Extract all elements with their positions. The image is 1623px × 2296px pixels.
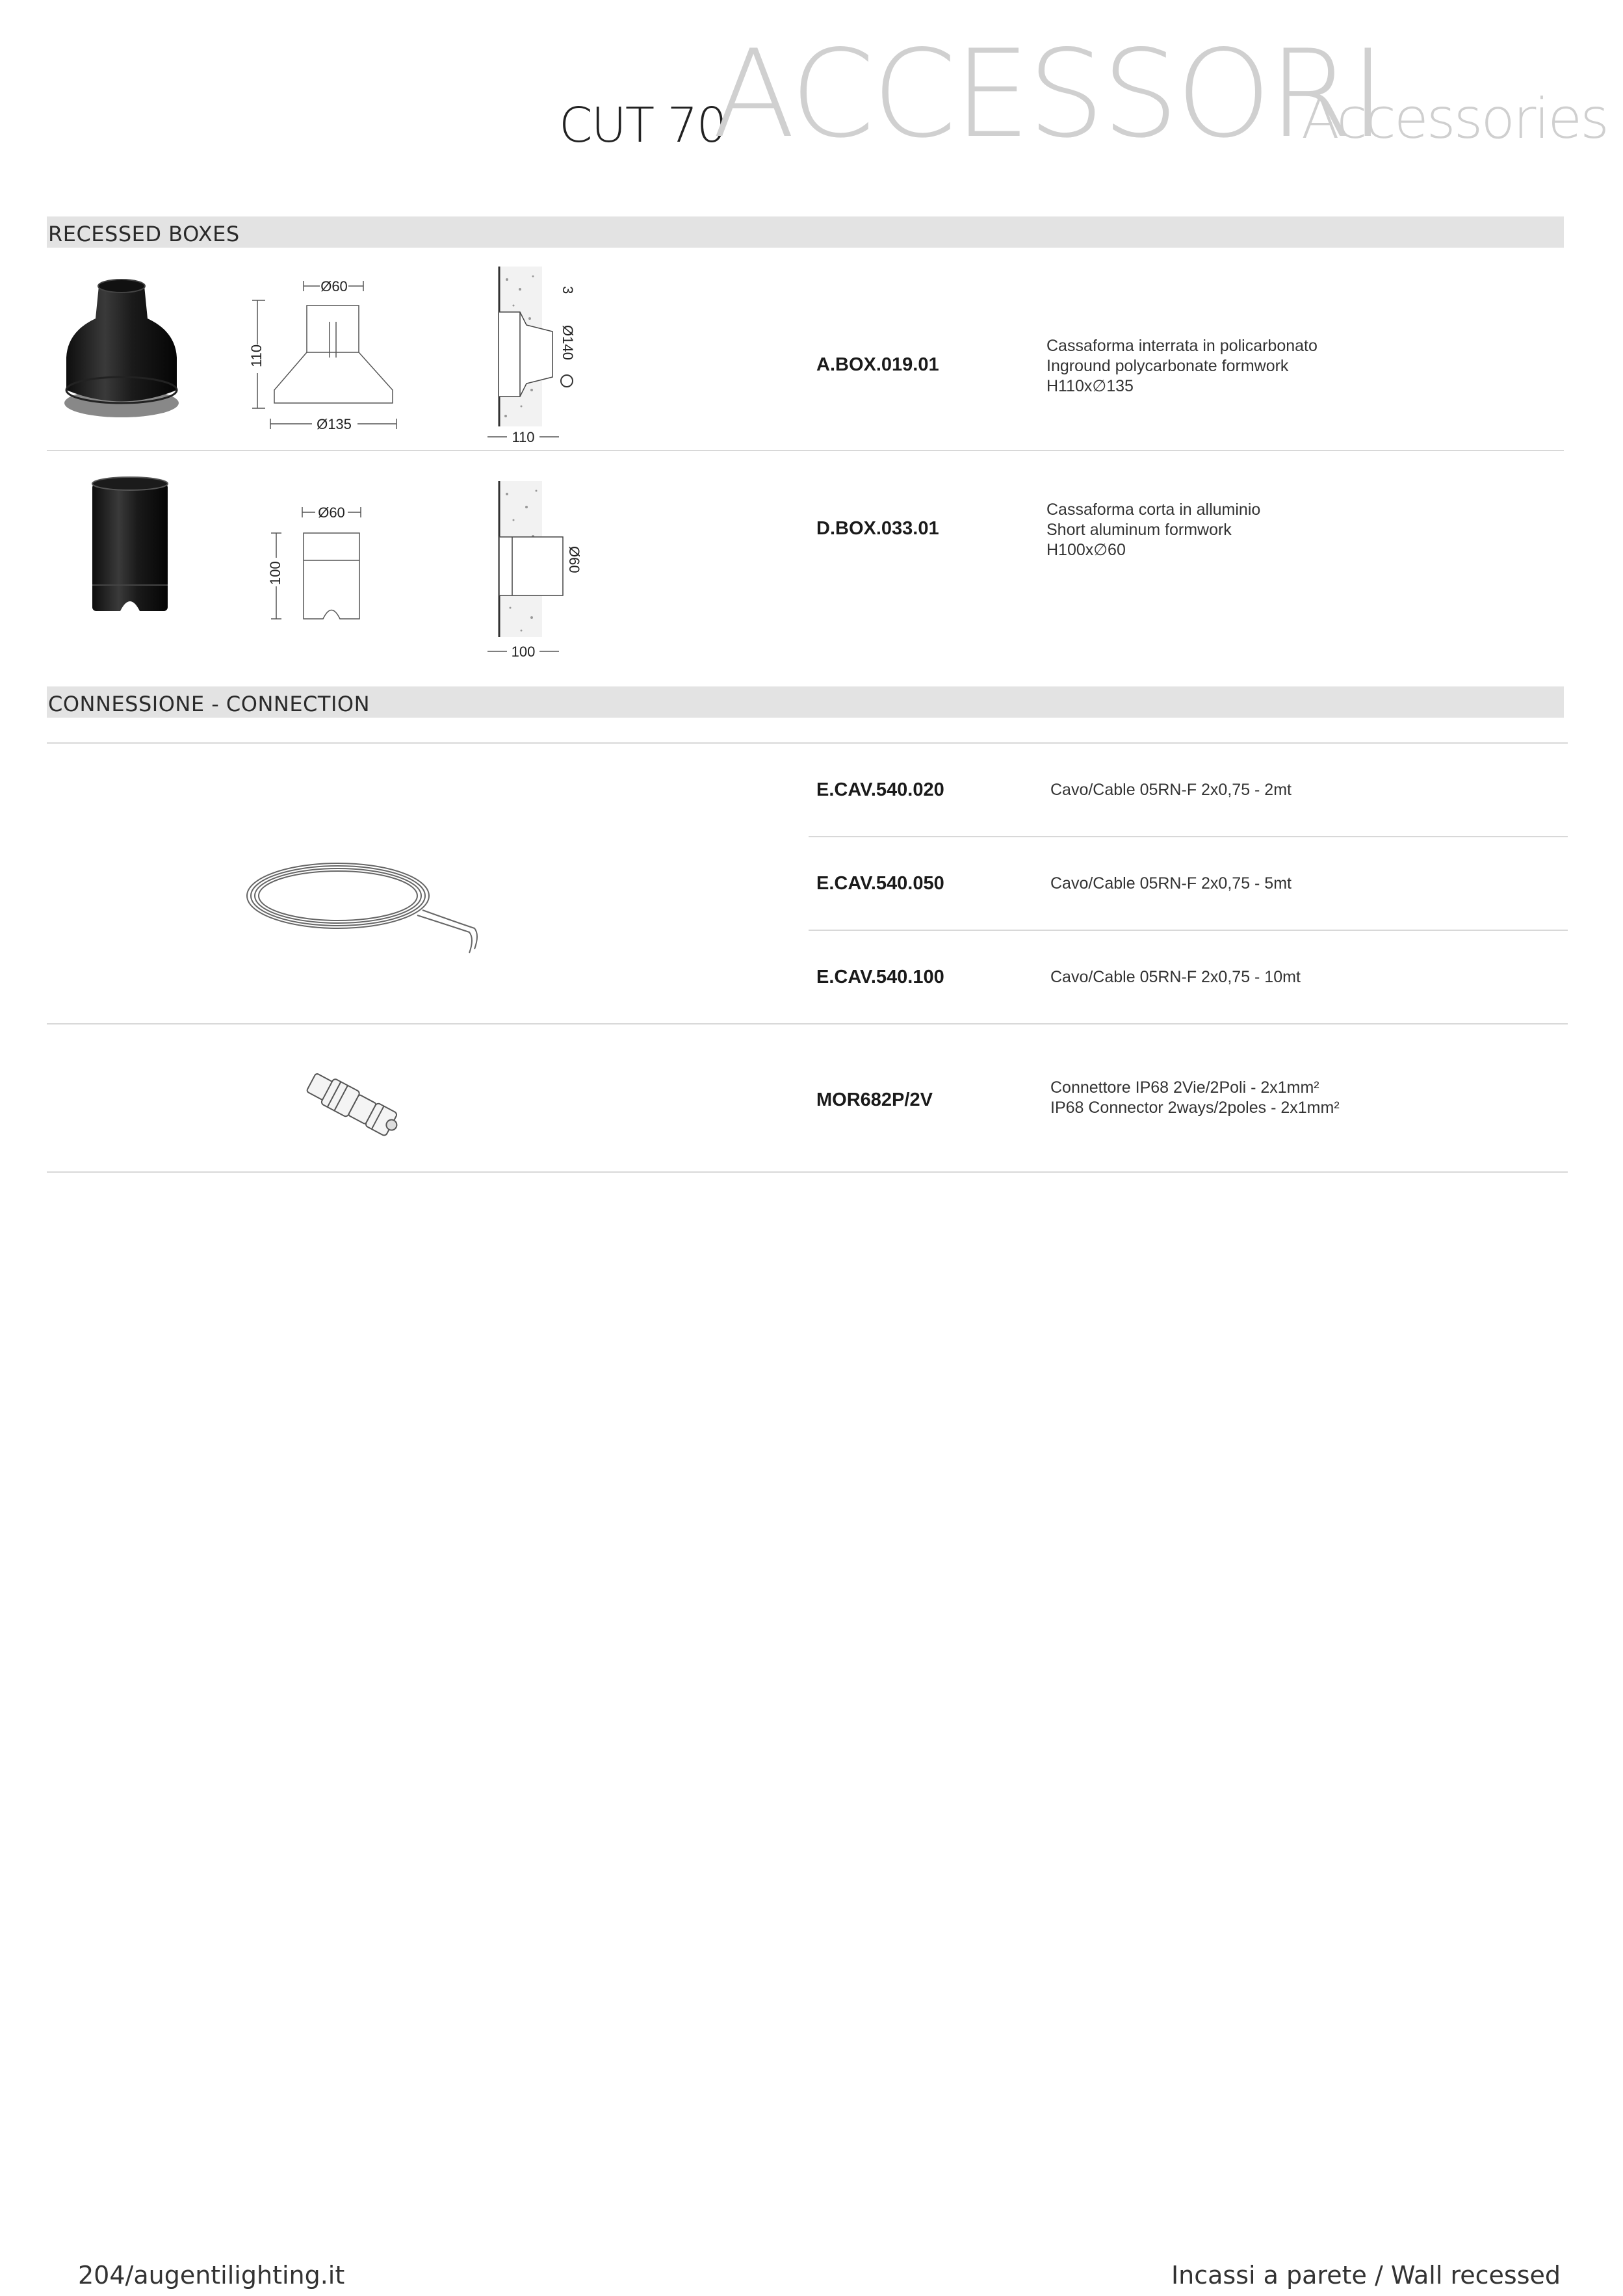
cable-code-050: E.CAV.540.050 xyxy=(816,873,944,894)
divider xyxy=(47,1171,1568,1173)
header-model: CUT 70 xyxy=(559,98,726,153)
cable-coil-image xyxy=(240,845,487,962)
dim-bottom-abox: Ø135 xyxy=(317,416,352,432)
dim-height-abox: 110 xyxy=(248,344,265,367)
footer-section: Incassi a parete / Wall recessed xyxy=(1171,2261,1561,2289)
dim-top-abox: Ø60 xyxy=(320,278,348,294)
section-bar-connection xyxy=(47,686,1564,718)
dim-height-dbox: 100 xyxy=(267,561,283,585)
desc-line-size: H110x∅135 xyxy=(1046,377,1134,395)
product-image-abox xyxy=(60,273,183,423)
header-title-en: Accessories xyxy=(1301,86,1607,151)
desc-line-it: Cassaforma interrata in policarbonato xyxy=(1046,337,1318,355)
cable-desc-100: Cavo/Cable 05RN-F 2x0,75 - 10mt xyxy=(1050,968,1301,986)
desc-line-en: Inground polycarbonate formwork xyxy=(1046,357,1289,375)
divider xyxy=(809,930,1568,931)
connector-code: MOR682P/2V xyxy=(816,1089,933,1110)
dim-top-dbox: Ø60 xyxy=(318,504,345,521)
header-title-it: ACCESSORI xyxy=(712,23,1383,164)
connector-desc xyxy=(1050,1078,1340,1118)
divider xyxy=(809,836,1568,837)
dim-gap-abox: 3 xyxy=(560,286,576,294)
cable-code-020: E.CAV.540.020 xyxy=(816,779,944,800)
desc-line-it: Connettore IP68 2Vie/2Poli - 2x1mm² xyxy=(1050,1078,1319,1097)
drawing-section-dbox xyxy=(481,475,591,663)
connector-image xyxy=(299,1066,409,1144)
divider xyxy=(47,450,1564,451)
dim-diameter-abox: Ø140 xyxy=(560,325,576,360)
footer-page-site: 204/augentilighting.it xyxy=(78,2261,345,2289)
product-code-dbox: D.BOX.033.01 xyxy=(816,518,939,539)
divider xyxy=(47,1023,1568,1024)
product-image-dbox xyxy=(84,475,175,624)
section-bar-recessed xyxy=(47,216,1564,248)
section-title-connection: CONNESSIONE - CONNECTION xyxy=(48,692,370,716)
cable-code-100: E.CAV.540.100 xyxy=(816,967,944,987)
dim-diameter-dbox: Ø60 xyxy=(566,546,582,573)
dim-depth-dbox: 100 xyxy=(511,644,536,660)
desc-line-size: H100x∅60 xyxy=(1046,541,1126,559)
drawing-section-abox xyxy=(481,260,591,449)
desc-line-en: Short aluminum formwork xyxy=(1046,521,1232,539)
drawing-front-abox xyxy=(242,273,411,442)
cable-desc-050: Cavo/Cable 05RN-F 2x0,75 - 5mt xyxy=(1050,874,1292,893)
cable-desc-020: Cavo/Cable 05RN-F 2x0,75 - 2mt xyxy=(1050,781,1292,799)
product-code-abox: A.BOX.019.01 xyxy=(816,354,939,375)
section-title-recessed: RECESSED BOXES xyxy=(48,222,240,246)
product-desc-dbox xyxy=(1046,500,1260,560)
desc-line-it: Cassaforma corta in alluminio xyxy=(1046,501,1261,519)
desc-line-en: IP68 Connector 2ways/2poles - 2x1mm² xyxy=(1050,1099,1340,1117)
product-desc-abox xyxy=(1046,336,1318,397)
drawing-front-dbox xyxy=(257,501,380,631)
dim-depth-abox: 110 xyxy=(512,429,535,445)
divider xyxy=(47,742,1568,744)
